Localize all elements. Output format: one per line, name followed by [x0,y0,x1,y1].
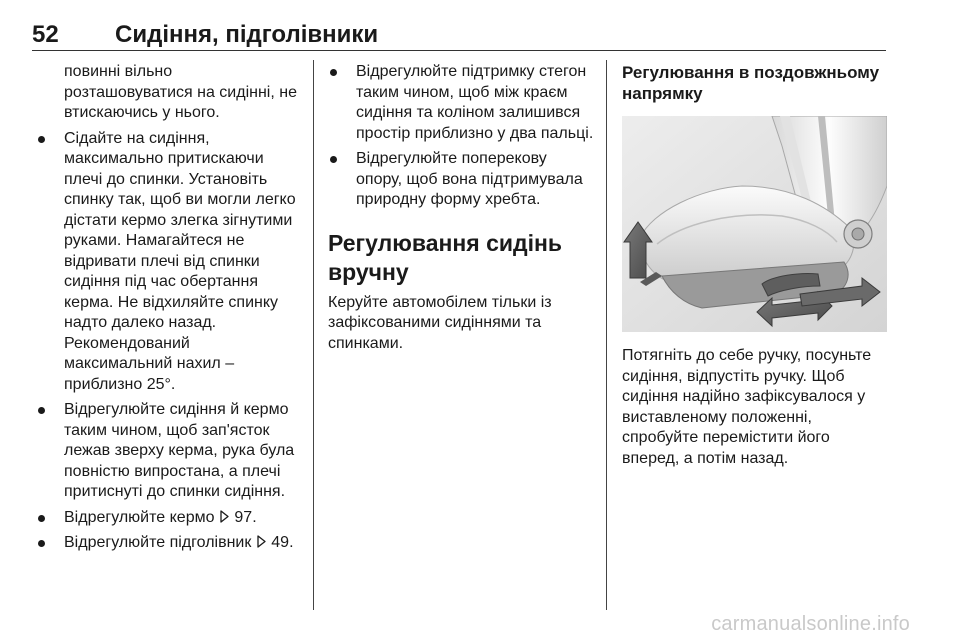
section-paragraph: Потягніть до себе ручку, посуньте сидіння, відпустіть ручку. Щоб сидіння надійно зафіксувалося у виставленому положенні, спробуйте перемістити його вперед, а потім назад. [622,347,872,467]
column-1 [36,62,302,554]
list-item-text: Відрегулюйте підголівник [64,534,252,551]
section-paragraph: Керуйте автомобілем тільки із зафіксованими сидіннями та спинками. [328,293,552,352]
page-title: Сидіння, підголівники [115,21,379,48]
page-number: 52 [32,21,59,48]
bullet-list-2 [328,62,594,211]
list-item [36,129,302,396]
column-divider-2 [606,60,607,610]
list-item [36,533,302,554]
page-reference-arrow-icon[interactable] [257,535,266,548]
list-item-text: Відрегулюйте підтримку стегон таким чином, щоб між краєм сидіння та коліном залишився простір приблизно у два пальці. [356,63,594,142]
list-item-text: Відрегулюйте сидіння й кермо таким чином, щоб зап'ясток лежав зверху керма, рука була повністю випростана, а плечі притиснуті до спинки сидіння. [64,401,295,500]
bullet-icon [38,515,45,522]
page-reference[interactable]: 49. [271,534,294,551]
column-3 [622,62,890,469]
bullet-icon [38,540,45,547]
header-divider [32,50,886,51]
bullet-icon [38,407,45,414]
list-item [36,508,302,529]
list-item-text: Відрегулюйте кермо [64,508,215,526]
list-item-text: Відрегулюйте поперекову опору, щоб вона підтримувала природну форму хребта. [356,150,583,208]
page-reference[interactable]: 97. [234,508,257,526]
page-reference-arrow-icon[interactable] [220,510,229,523]
column-divider-1 [313,60,314,610]
subsection-heading: Регулювання в поздовжньому напрямку [622,63,880,103]
bullet-icon [38,136,45,143]
bullet-icon [330,69,337,76]
seat-longitudinal-adjustment-illustration [622,116,887,332]
list-item [328,62,594,144]
list-item [328,149,594,211]
continuation-text: повинні вільно розташовуватися на сидінні, не втискаючись у нього. [64,63,297,121]
list-item-text: Сідайте на сидіння, максимально притискаючи плечі до спинки. Установіть спинку так, щоб ви могли легко дістати кермо злегка зігнутими руками. Намагайтеся не відривати плечі від спинки сидіння під час обертання керма. Не відхиляйте спинку надто далеко назад. Рекомендований максимальний нахил – приблизно 25°. [64,129,296,393]
section-heading: Регулювання сидінь вручну [328,229,563,285]
list-item [36,400,302,503]
bullet-list-1 [36,129,302,554]
bullet-icon [330,156,337,163]
page-header [32,8,886,48]
column-2 [328,62,594,354]
watermark: carmanualsonline.info [711,613,910,635]
